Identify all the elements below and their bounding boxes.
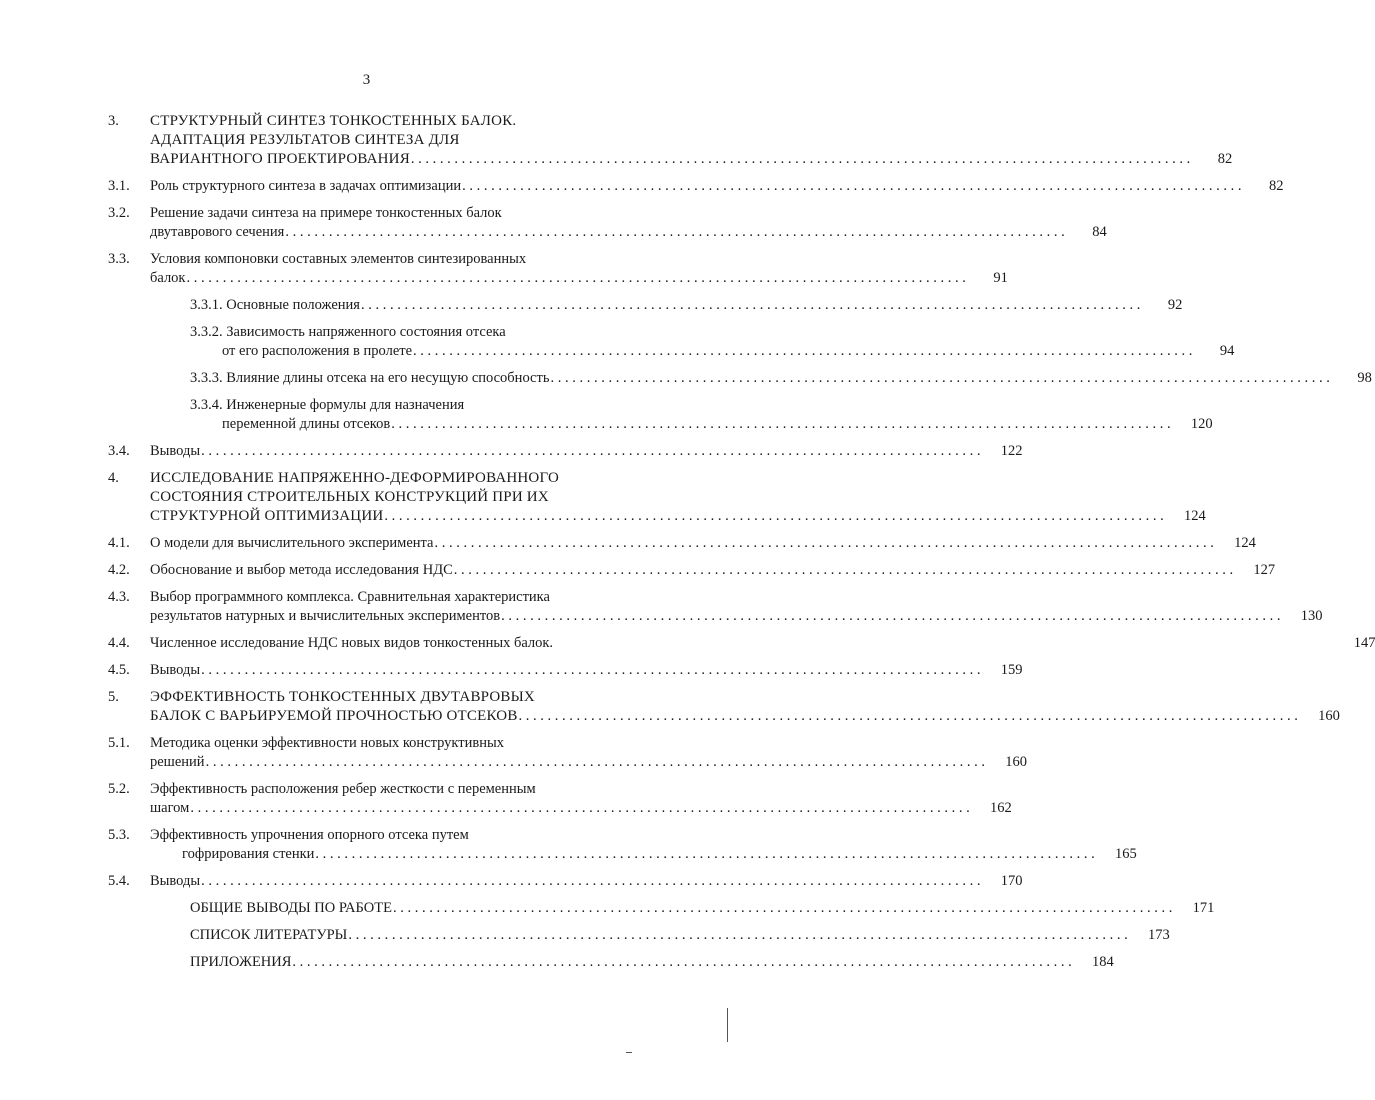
toc-entry[interactable] (108, 688, 1340, 726)
toc-entry[interactable] (108, 296, 1183, 315)
toc-entry[interactable] (108, 204, 1107, 242)
toc-entry[interactable] (108, 561, 1276, 580)
toc-entry-title: результатов натурных и вычислительных экспериментов (150, 608, 501, 624)
toc-entry-title: 3.3.1. Основные положения (190, 297, 360, 313)
toc-entry-page: 171 (1192, 900, 1215, 916)
toc-entry-page: 130 (1300, 608, 1323, 624)
toc-entry-title-line: 3.3.2. Зависимость напряженного состояния отсека (190, 324, 506, 340)
toc-entry-number (108, 369, 150, 388)
toc-entry-number: 5.1. (108, 735, 130, 751)
toc-entry-page: 120 (1190, 416, 1213, 432)
toc-entry-number (108, 953, 150, 972)
toc-entry[interactable] (108, 953, 1114, 972)
dot-leader (411, 150, 1190, 169)
toc-entry-title: БАЛОК С ВАРЬИРУЕМОЙ ПРОЧНОСТЬЮ ОТСЕКОВ (150, 708, 518, 724)
dot-leader (501, 607, 1280, 626)
dot-leader (206, 753, 985, 772)
toc-entry[interactable] (108, 872, 1023, 891)
toc-entry-page: 98 (1357, 370, 1372, 386)
toc-entry-title: от его расположения в пролете (222, 343, 413, 359)
toc-entry[interactable] (108, 734, 1027, 772)
dot-leader (186, 269, 965, 288)
toc-entry-title-line: АДАПТАЦИЯ РЕЗУЛЬТАТОВ СИНТЕЗА ДЛЯ (150, 132, 460, 148)
toc-entry-number: 5.3. (108, 827, 130, 843)
toc-entry[interactable] (108, 369, 1372, 388)
dot-leader (201, 872, 980, 891)
toc-entry-number: 3.4. (108, 443, 130, 459)
toc-entry-number (108, 926, 150, 945)
toc-entry-title-line: СОСТОЯНИЯ СТРОИТЕЛЬНЫХ КОНСТРУКЦИЙ ПРИ ИХ (150, 489, 549, 505)
toc-entry-title-line: Эффективность упрочнения опорного отсека путем (150, 827, 469, 843)
toc-entry-title: ВАРИАНТНОГО ПРОЕКТИРОВАНИЯ (150, 151, 410, 167)
toc-entry-page: 162 (989, 800, 1012, 816)
dot-leader (391, 415, 1170, 434)
toc-entry[interactable] (108, 177, 1284, 196)
toc-entry-title: шагом (150, 800, 190, 816)
toc-entry-number (108, 396, 150, 434)
toc-entry-title: ПРИЛОЖЕНИЯ (190, 954, 292, 970)
toc-entry-title: 3.3.3. Влияние длины отсека на его несущую способность (190, 370, 550, 386)
dot-leader (190, 799, 969, 818)
toc-entry-title: Выводы (150, 443, 201, 459)
toc-entry-number: 5.4. (108, 873, 130, 889)
toc-entry[interactable] (108, 323, 1235, 361)
scan-mark (727, 1008, 728, 1042)
toc-entry-number: 5.2. (108, 781, 130, 797)
toc-entry-page: 184 (1092, 954, 1114, 970)
toc-entry-number: 4. (108, 470, 119, 486)
toc-entry[interactable] (108, 534, 1256, 553)
dot-leader (285, 223, 1064, 242)
toc-entry-title-line: ЭФФЕКТИВНОСТЬ ТОНКОСТЕННЫХ ДВУТАВРОВЫХ (150, 689, 535, 705)
toc-entry-title: Обоснование и выбор метода исследования НДС (150, 562, 453, 578)
toc-entry-number: 4.3. (108, 589, 130, 605)
toc-entry-number: 5. (108, 689, 119, 705)
toc-entry-page: 124 (1184, 508, 1206, 524)
toc-entry-title-line: 3.3.4. Инженерные формулы для назначения (190, 397, 465, 413)
toc-entry-number (108, 296, 150, 315)
dot-leader (315, 845, 1094, 864)
toc-entry-page: 147 (1353, 635, 1375, 651)
toc-entry-title: Роль структурного синтеза в задачах оптимизации (150, 178, 462, 194)
toc-entry-page: 84 (1092, 224, 1107, 240)
toc-entry[interactable] (108, 926, 1170, 945)
toc-entry-title: Выводы (150, 662, 201, 678)
toc-entry-number: 4.2. (108, 562, 130, 578)
toc-entry-page: 160 (1005, 754, 1027, 770)
toc-entry-title-line: Выбор программного комплекса. Сравнительная характеристика (150, 589, 550, 605)
toc-entry-page: 82 (1217, 151, 1233, 167)
toc-entry-number: 4.1. (108, 535, 130, 551)
toc-entry-title-line: ИССЛЕДОВАНИЕ НАПРЯЖЕННО-ДЕФОРМИРОВАННОГО (150, 470, 559, 486)
dot-leader (384, 507, 1163, 526)
toc-entry-title: О модели для вычислительного эксперимента (150, 535, 434, 551)
dot-leader (454, 561, 1233, 580)
toc-entry-title: ОБЩИЕ ВЫВОДЫ ПО РАБОТЕ (190, 900, 392, 916)
dot-leader (292, 953, 1071, 972)
toc-entry-page: 159 (1000, 662, 1023, 678)
toc-entry-number: 3.1. (108, 178, 130, 194)
toc-entry-number: 3. (108, 113, 119, 129)
toc-entry-title: двутаврового сечения (150, 224, 285, 240)
toc-entry-page: 91 (993, 270, 1008, 286)
toc-entry-title: балок (150, 270, 186, 286)
toc-entry-title-line: Эффективность расположения ребер жесткости с переменным (150, 781, 536, 797)
dot-leader (462, 177, 1241, 196)
toc-entry-title-line: Решение задачи синтеза на примере тонкостенных балок (150, 205, 502, 221)
toc-entry[interactable] (108, 112, 1233, 169)
dot-leader (393, 899, 1172, 918)
toc-entry[interactable] (108, 250, 1008, 288)
toc-entry[interactable] (108, 899, 1215, 918)
toc-entry-title-line: Условия компоновки составных элементов синтезированных (150, 251, 527, 267)
page-number: 3 (362, 72, 371, 88)
dot-leader (550, 369, 1329, 388)
toc-entry-page: 165 (1115, 846, 1137, 862)
toc-entry-title: решений (150, 754, 205, 770)
toc-entry-page: 124 (1234, 535, 1256, 551)
toc-entry-title-line: Методика оценки эффективности новых конструктивных (150, 735, 504, 751)
toc-entry[interactable] (108, 780, 1012, 818)
toc-entry-number: 3.2. (108, 205, 130, 221)
toc-entry-page: 122 (1000, 443, 1023, 459)
dot-leader (201, 442, 980, 461)
toc-entry-number: 4.5. (108, 662, 130, 678)
scan-mark (626, 1052, 632, 1053)
toc-entry-number (108, 323, 150, 361)
toc-entry-title: СТРУКТУРНОЙ ОПТИМИЗАЦИИ (150, 508, 384, 524)
toc-entry[interactable] (108, 588, 1323, 626)
toc-entry-page: 160 (1318, 708, 1340, 724)
toc-entry-number: 3.3. (108, 251, 130, 267)
toc-entry-page: 94 (1219, 343, 1235, 359)
dot-leader (519, 707, 1298, 726)
toc-entry-page: 92 (1167, 297, 1183, 313)
table-of-contents (108, 112, 1375, 980)
toc-entry-page: 173 (1147, 927, 1170, 943)
dot-leader (201, 661, 980, 680)
toc-entry-number (108, 899, 150, 918)
toc-entry[interactable] (108, 826, 1137, 864)
dot-leader (434, 534, 1213, 553)
toc-entry-title: СПИСОК ЛИТЕРАТУРЫ (190, 927, 348, 943)
toc-entry-title: Выводы (150, 873, 201, 889)
toc-entry[interactable] (108, 661, 1023, 680)
dot-leader (361, 296, 1140, 315)
toc-entry-title: Численное исследование НДС новых видов тонкостенных балок. (150, 635, 554, 651)
toc-entry-page: 82 (1269, 178, 1284, 194)
toc-entry[interactable] (108, 442, 1023, 461)
toc-entry-number: 4.4. (108, 635, 130, 651)
dot-leader (413, 342, 1192, 361)
toc-entry-title-line: СТРУКТУРНЫЙ СИНТЕЗ ТОНКОСТЕННЫХ БАЛОК. (150, 113, 517, 129)
toc-entry-page: 170 (1000, 873, 1023, 889)
toc-entry-page: 127 (1253, 562, 1276, 578)
dot-leader (348, 926, 1127, 945)
toc-entry[interactable] (108, 469, 1206, 526)
toc-entry[interactable] (108, 396, 1213, 434)
toc-entry[interactable] (108, 634, 1375, 653)
toc-entry-title: гофрирования стенки (182, 846, 315, 862)
toc-entry-title: переменной длины отсеков (222, 416, 391, 432)
